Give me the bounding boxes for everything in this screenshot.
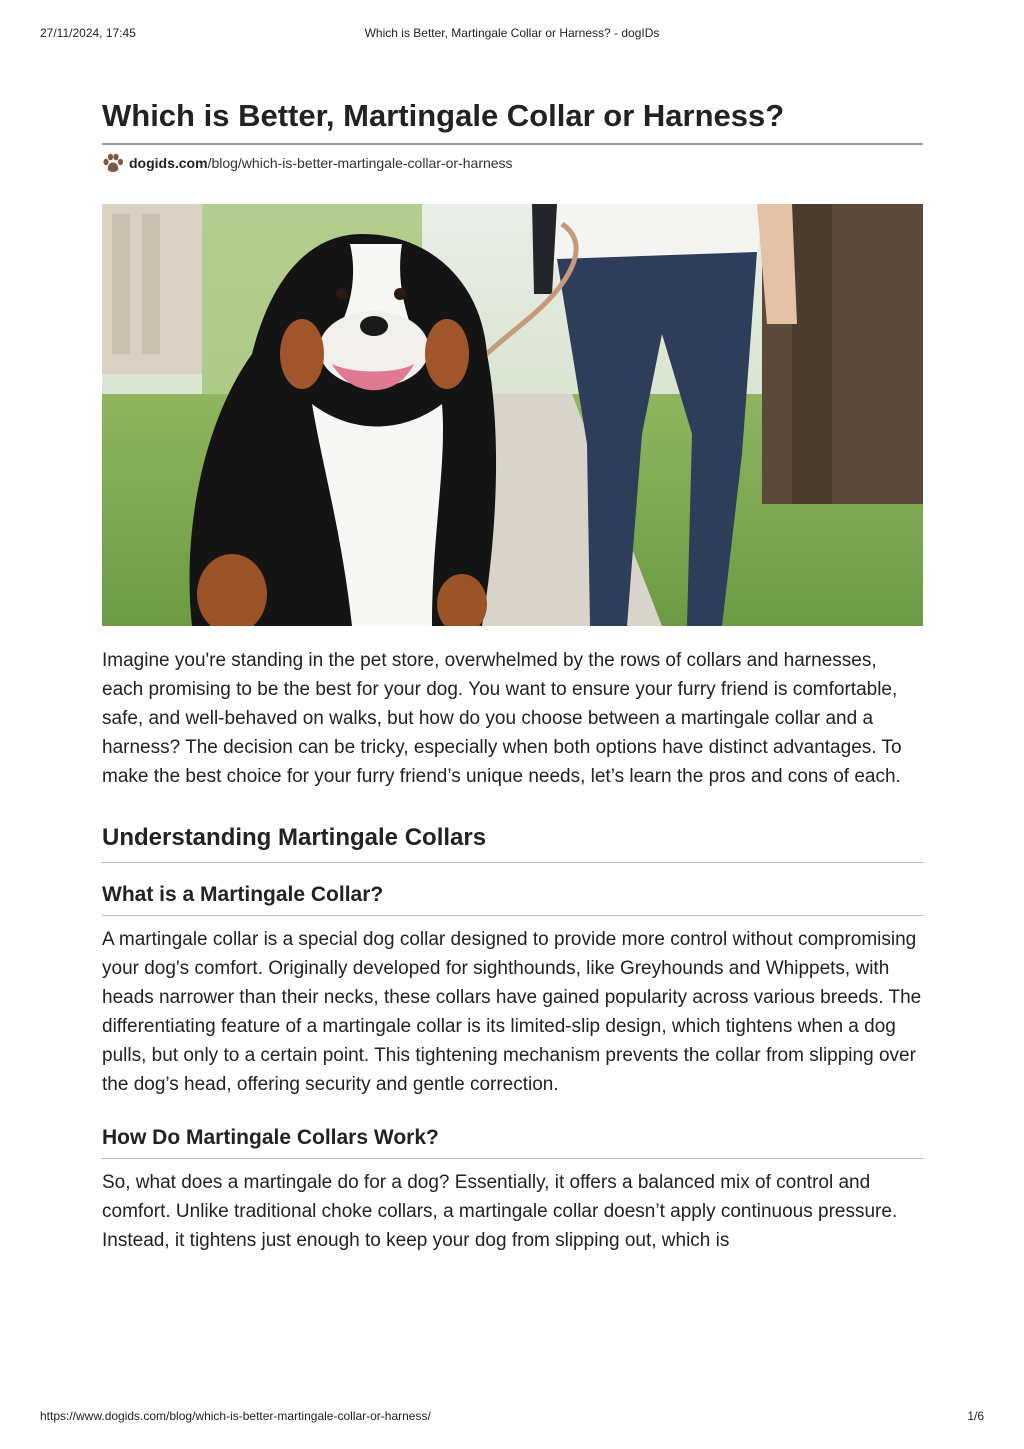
dog-walk-photo — [102, 204, 923, 626]
section-heading: Understanding Martingale Collars — [102, 822, 923, 863]
print-url: https://www.dogids.com/blog/which-is-better-martingale-collar-or-harness/ — [40, 1409, 431, 1423]
source-path: /blog/which-is-better-martingale-collar-or-harness — [207, 155, 513, 171]
print-header — [40, 26, 984, 42]
hero-image — [102, 204, 923, 626]
paragraph-how-work: So, what does a martingale do for a dog? Essentially, it offers a balanced mix of control and comfort. Unlike traditional choke collars, a martingale collar doesn’t apply continuous pressure. Instead, it tightens just enough to keep your dog from slipping out, which is — [102, 1172, 898, 1251]
print-footer — [40, 1409, 984, 1425]
print-datetime: 27/11/2024, 17:45 — [40, 26, 136, 40]
source-link[interactable] — [102, 153, 923, 173]
paragraph-what-is: A martingale collar is a special dog collar designed to provide more control without compromising your dog's comfort. Originally developed for sighthounds, like Greyhounds and Whippets, with heads narrower than their necks, these collars have gained popularity across various breeds. The differentiating feature of a martingale collar is its limited-slip design, which tightens when a dog pulls, but only to a certain point. This tightening mechanism prevents the collar from slipping over the dog’s head, offering security and gentle correction. — [102, 929, 922, 1095]
page-number: 1/6 — [967, 1409, 984, 1423]
subheading-how-work: How Do Martingale Collars Work? — [102, 1124, 923, 1159]
print-doc-title: Which is Better, Martingale Collar or Harness? - dogIDs — [364, 26, 660, 40]
source-domain: dogids.com — [129, 155, 208, 171]
intro-paragraph: Imagine you're standing in the pet store, overwhelmed by the rows of collars and harnesses, each promising to be the best for your dog. You want to ensure your furry friend is comfortable, safe, and well-behaved on walks, but how do you choose between a martingale collar and a harness? The decision can be tricky, especially when both options have distinct advantages. To make the best choice for your furry friend’s unique needs, let’s learn the pros and cons of each. — [102, 650, 902, 787]
article-title: Which is Better, Martingale Collar or Harness? — [102, 96, 923, 145]
subheading-what-is: What is a Martingale Collar? — [102, 881, 923, 916]
paw-icon — [102, 153, 124, 173]
article — [102, 96, 923, 1255]
